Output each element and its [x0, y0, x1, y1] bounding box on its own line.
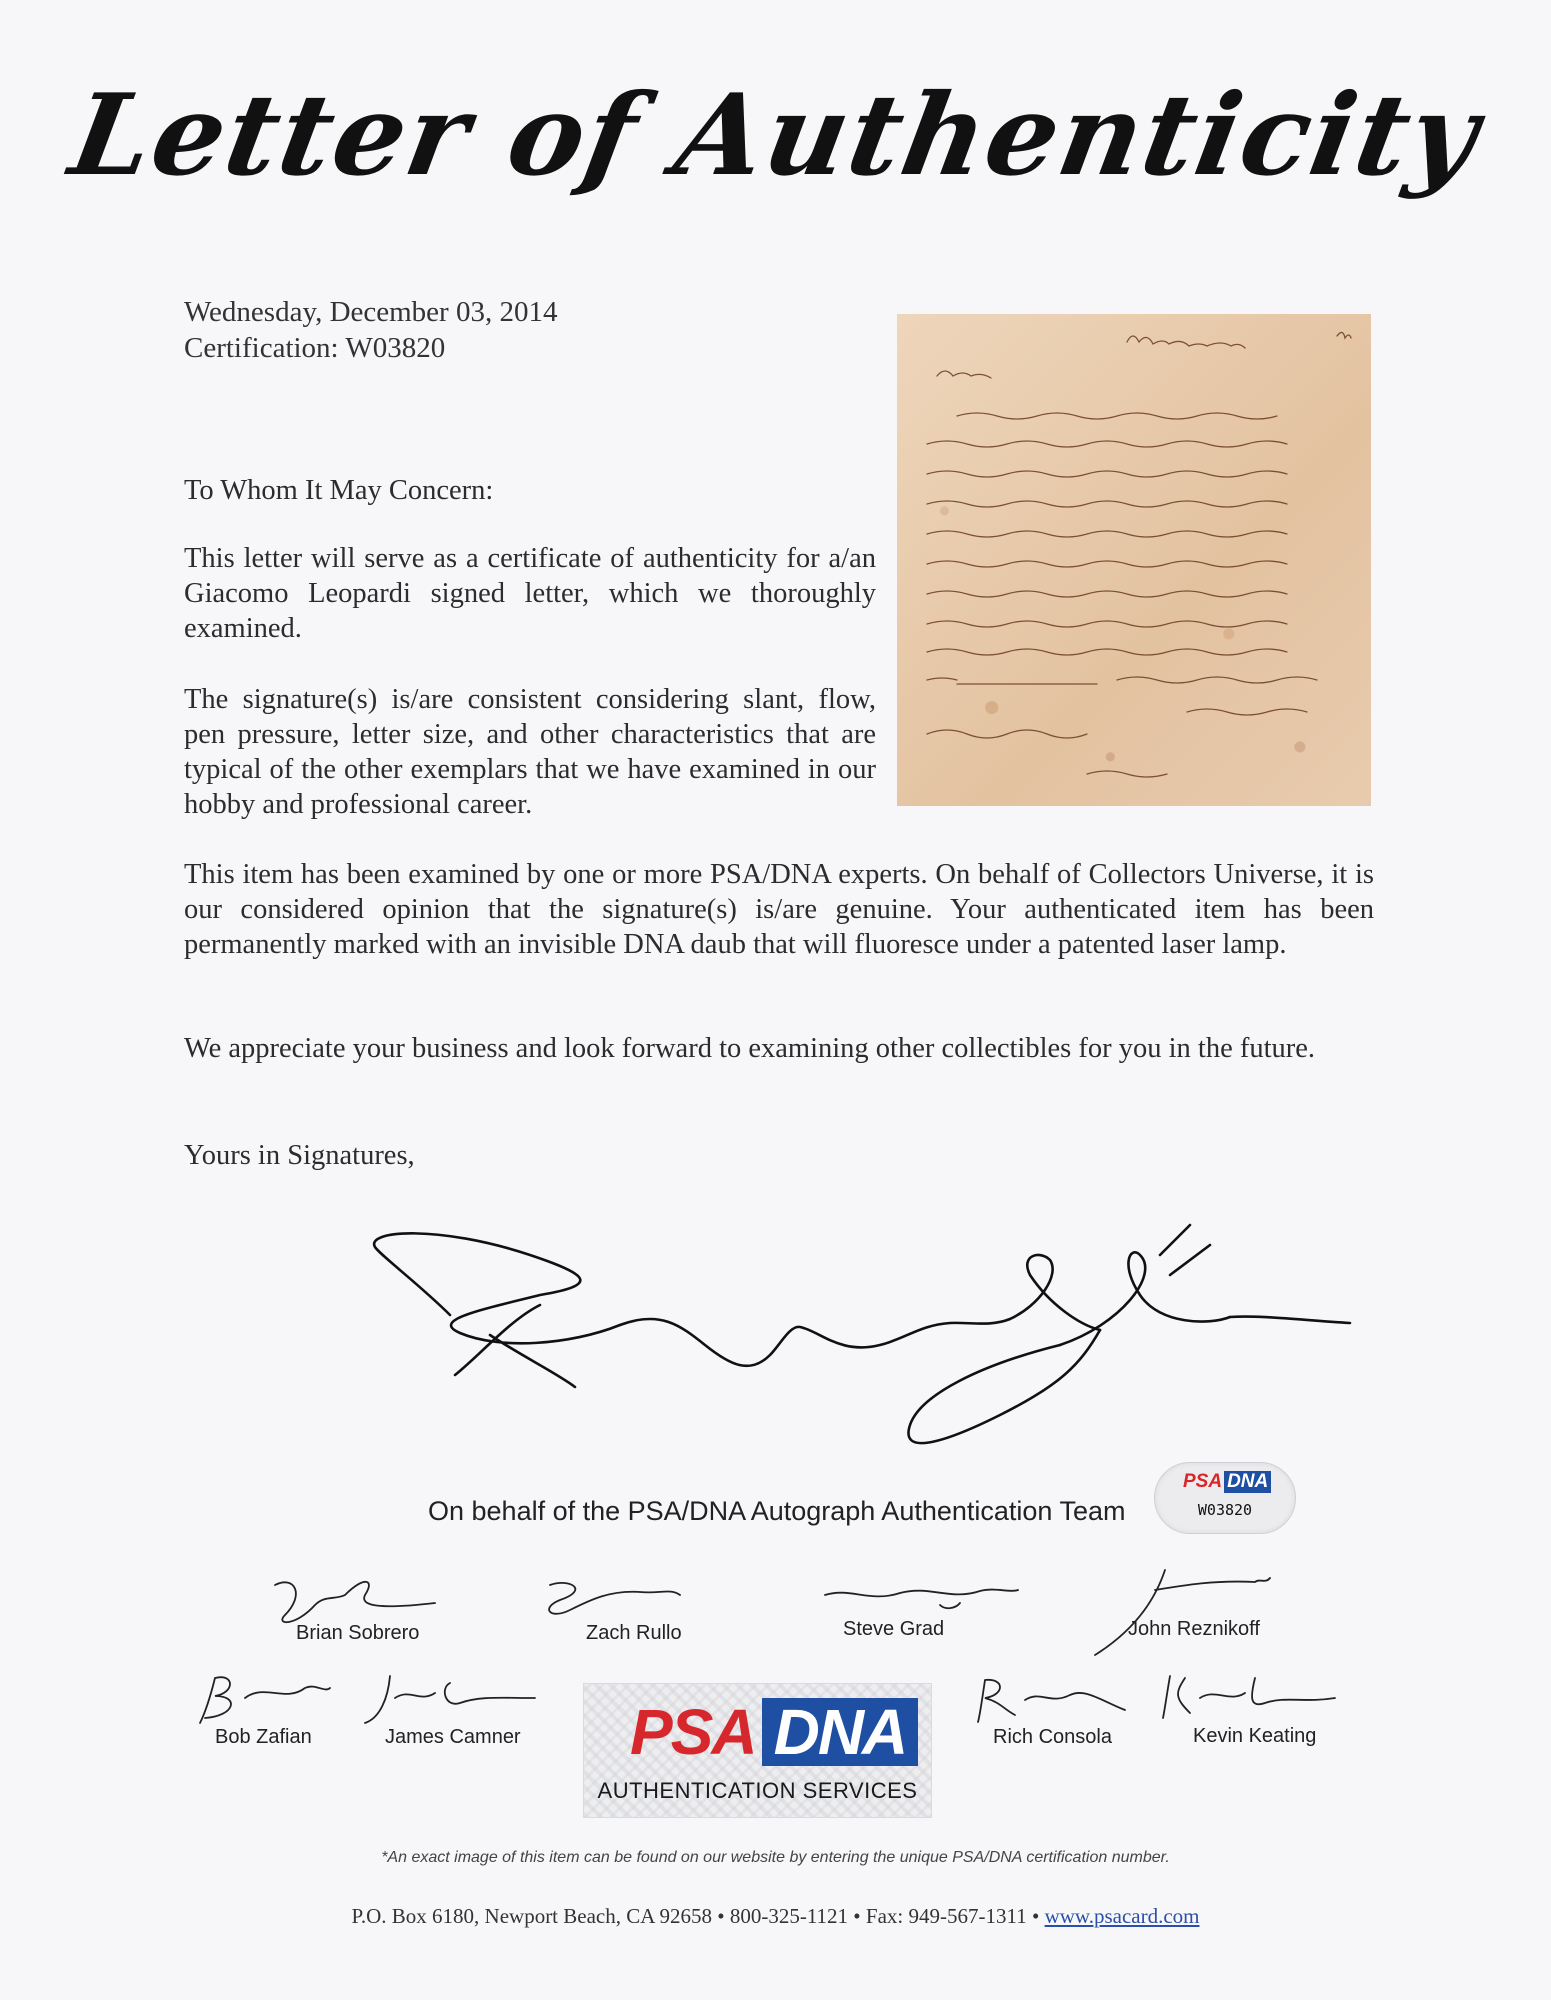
signed-letter-image: [897, 314, 1371, 806]
logo-subtitle: AUTHENTICATION SERVICES: [597, 1778, 918, 1803]
paragraph-intro: This letter will serve as a certificate of authenticity for a/an Giacomo Leopardi signed letter, which we thoroughly examined.: [184, 543, 876, 644]
sticker-dna-text: DNA: [1224, 1471, 1271, 1493]
team-member-name: Kevin Keating: [1193, 1725, 1317, 1747]
page-title: Letter of Authenticity: [61, 70, 1490, 201]
sticker-psa-text: PSA: [1183, 1471, 1223, 1492]
sticker-number: W03820: [1197, 1501, 1253, 1519]
logo-psa-text: PSA: [630, 1696, 756, 1768]
closing: Yours in Signatures,: [184, 1140, 415, 1171]
team-member-name: Brian Sobrero: [296, 1622, 420, 1644]
team-caption: On behalf of the PSA/DNA Autograph Authentication Team: [428, 1496, 1126, 1526]
signature-bob-zafian: [195, 1668, 335, 1728]
certification-number: Certification: W03820: [184, 332, 446, 364]
team-member-name: Rich Consola: [993, 1726, 1112, 1748]
signature-zach-rullo: [530, 1570, 690, 1630]
authenticator-signature: [360, 1215, 1360, 1475]
team-member-name: James Camner: [385, 1726, 521, 1748]
signature-kevin-keating: [1155, 1668, 1340, 1728]
letter-date: Wednesday, December 03, 2014: [184, 296, 558, 328]
team-member-name: Bob Zafian: [215, 1726, 312, 1748]
signature-james-camner: [360, 1668, 540, 1728]
paragraph-examination: This item has been examined by one or more PSA/DNA experts. On behalf of Collectors Universe, it is our considered opinion that the signature(s) is/are genuine. Your authenticated item has been permanently marked with an invisible DNA daub that will fluoresce under a patented laser lamp.: [184, 859, 1374, 960]
team-member-name: John Reznikoff: [1128, 1618, 1260, 1640]
footer-contact: [0, 1904, 1551, 1929]
psa-dna-logo: [583, 1683, 932, 1818]
signature-rich-consola: [970, 1670, 1130, 1725]
website-link[interactable]: www.psacard.com: [1044, 1904, 1200, 1928]
paragraph-appreciation: We appreciate your business and look forward to examining other collectibles for you in the future.: [184, 1033, 1316, 1064]
greeting: To Whom It May Concern:: [184, 475, 494, 506]
certification-sticker: [1154, 1462, 1296, 1534]
signature-john-reznikoff: [1085, 1560, 1275, 1660]
logo-wordmark: [624, 1698, 918, 1766]
team-member-name: Steve Grad: [843, 1618, 945, 1640]
team-member-name: Zach Rullo: [586, 1622, 682, 1644]
footer-address: P.O. Box 6180, Newport Beach, CA 92658 • 800-325-1121 • Fax: 949-567-1311 •: [351, 1904, 1045, 1928]
sticker-logo: [1183, 1471, 1271, 1493]
logo-dna-text: DNA: [762, 1698, 919, 1766]
disclaimer: *An exact image of this item can be found on our website by entering the unique PSA/DNA certification number.: [381, 1849, 1170, 1866]
paragraph-consistency: The signature(s) is/are consistent considering slant, flow, pen pressure, letter size, and other characteristics that are typical of the other exemplars that we have examined in our hobby and professional career.: [184, 684, 876, 820]
